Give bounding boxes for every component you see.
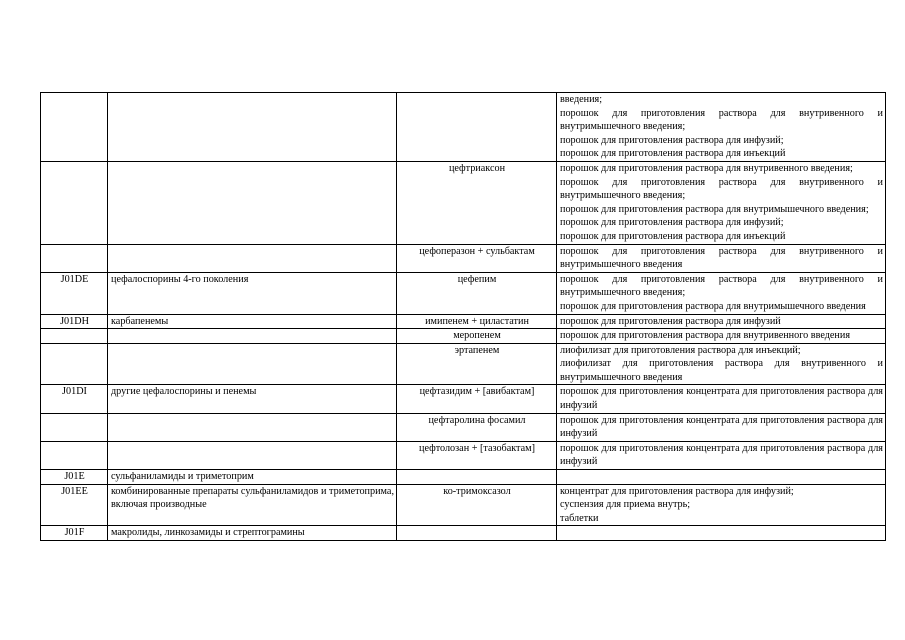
table-row [41, 272, 886, 314]
dosage-form-item: порошок для приготовления раствора для внутривенного и внутримышечного введения; [560, 176, 883, 202]
dosage-forms-cell [557, 413, 886, 441]
drug-name-cell: ко-тримоксазол [397, 484, 557, 526]
atc-code-cell: J01DE [41, 272, 108, 314]
dosage-forms-cell [557, 526, 886, 541]
group-name-cell: другие цефалоспорины и пенемы [108, 385, 397, 413]
table-body [41, 93, 886, 541]
dosage-form-item: порошок для приготовления концентрата для приготовления раствора для инфузий [560, 414, 883, 440]
drug-name-cell [397, 93, 557, 162]
atc-code-cell [41, 329, 108, 344]
table-row [41, 470, 886, 485]
table-row [41, 441, 886, 469]
drug-name-cell: меропенем [397, 329, 557, 344]
drug-name-cell [397, 470, 557, 485]
dosage-form-item: порошок для приготовления раствора для внутривенного и внутримышечного введения; [560, 273, 883, 299]
atc-code-cell [41, 244, 108, 272]
dosage-forms-cell [557, 329, 886, 344]
drug-name-cell: цефоперазон + сульбактам [397, 244, 557, 272]
dosage-form-item: порошок для приготовления раствора для внутривенного и внутримышечного введения [560, 245, 883, 271]
drug-name-cell: цефтаролина фосамил [397, 413, 557, 441]
atc-code-cell [41, 413, 108, 441]
dosage-form-item: порошок для приготовления раствора для внутривенного введения [560, 330, 851, 342]
dosage-form-item: суспензия для приема внутрь; [560, 499, 691, 511]
dosage-form-item: порошок для приготовления раствора для инфузий; [560, 217, 784, 229]
group-name-cell [108, 161, 397, 244]
group-name-cell [108, 413, 397, 441]
dosage-forms-cell [557, 93, 886, 162]
dosage-form-item: введения; [560, 94, 603, 105]
group-name-cell [108, 329, 397, 344]
dosage-form-item: порошок для приготовления раствора для внутримышечного введения; [560, 203, 869, 215]
dosage-forms-cell [557, 272, 886, 314]
table-row [41, 526, 886, 541]
table-row [41, 161, 886, 244]
atc-code-cell: J01DH [41, 314, 108, 329]
group-name-cell: макролиды, линкозамиды и стрептограмины [108, 526, 397, 541]
atc-code-cell: J01F [41, 526, 108, 541]
table-row [41, 93, 886, 162]
dosage-forms-cell [557, 441, 886, 469]
dosage-form-item: порошок для приготовления раствора для внутривенного введения; [560, 162, 853, 174]
dosage-form-item: таблетки [560, 512, 599, 524]
group-name-cell: комбинированные препараты сульфаниламидов и триметоприма, включая производные [108, 484, 397, 526]
document-page [40, 92, 885, 541]
dosage-forms-cell [557, 161, 886, 244]
group-name-cell: цефалоспорины 4-го поколения [108, 272, 397, 314]
dosage-form-item: концентрат для приготовления раствора для инфузий; [560, 485, 794, 497]
atc-code-cell: J01DI [41, 385, 108, 413]
atc-code-cell [41, 93, 108, 162]
group-name-cell [108, 244, 397, 272]
drug-name-cell [397, 526, 557, 541]
group-name-cell [108, 441, 397, 469]
dosage-forms-cell [557, 470, 886, 485]
dosage-form-item: лиофилизат для приготовления раствора для инъекций; [560, 344, 801, 356]
group-name-cell [108, 343, 397, 385]
dosage-form-item: порошок для приготовления раствора для инфузий [560, 315, 781, 327]
table-row [41, 314, 886, 329]
dosage-form-item: порошок для приготовления концентрата для приготовления раствора для инфузий [560, 386, 883, 412]
drug-name-cell: эртапенем [397, 343, 557, 385]
table-row [41, 385, 886, 413]
drug-classification-table [40, 92, 886, 541]
table-row [41, 413, 886, 441]
atc-code-cell: J01EE [41, 484, 108, 526]
table-row [41, 343, 886, 385]
drug-name-cell: цефтриаксон [397, 161, 557, 244]
drug-name-cell: цефтолозан + [тазобактам] [397, 441, 557, 469]
group-name-cell: сульфаниламиды и триметоприм [108, 470, 397, 485]
table-row [41, 329, 886, 344]
atc-code-cell [41, 161, 108, 244]
drug-name-cell: цефтазидим + [авибактам] [397, 385, 557, 413]
drug-name-cell: имипенем + циластатин [397, 314, 557, 329]
table-row [41, 244, 886, 272]
dosage-form-item: порошок для приготовления раствора для инъекций [560, 148, 786, 160]
atc-code-cell [41, 441, 108, 469]
group-name-cell: карбапенемы [108, 314, 397, 329]
dosage-forms-cell [557, 484, 886, 526]
dosage-forms-cell [557, 314, 886, 329]
dosage-form-item: порошок для приготовления раствора для инфузий; [560, 134, 784, 146]
atc-code-cell [41, 343, 108, 385]
dosage-form-item: порошок для приготовления раствора для внутримышечного введения [560, 300, 866, 312]
dosage-form-item: порошок для приготовления раствора для внутривенного и внутримышечного введения; [560, 107, 883, 133]
atc-code-cell: J01E [41, 470, 108, 485]
dosage-forms-cell [557, 244, 886, 272]
dosage-form-item: порошок для приготовления концентрата для приготовления раствора для инфузий [560, 442, 883, 468]
dosage-forms-cell [557, 343, 886, 385]
dosage-form-item: лиофилизат для приготовления раствора для внутривенного и внутримышечного введения [560, 358, 883, 383]
drug-name-cell: цефепим [397, 272, 557, 314]
table-row [41, 484, 886, 526]
dosage-forms-cell [557, 385, 886, 413]
dosage-form-item: порошок для приготовления раствора для инъекций [560, 230, 786, 242]
group-name-cell [108, 93, 397, 162]
